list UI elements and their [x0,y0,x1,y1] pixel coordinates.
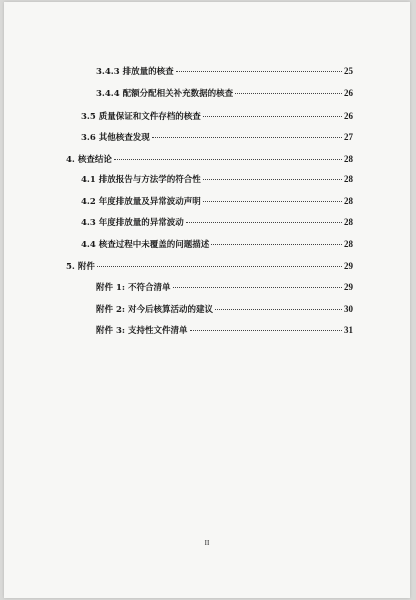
dot-leader [176,71,342,72]
dot-leader [203,116,342,117]
toc-entry-title: 不符合清单 [128,283,171,293]
toc-entry-title: 年度排放量及异常波动声明 [98,197,201,207]
toc-entry-page: 29 [344,282,353,292]
toc-entry-number: 附件 1: [96,283,126,293]
toc-entry-number: 4.3 [81,218,96,228]
toc-entry-title: 排放报告与方法学的符合性 [98,175,201,185]
toc-entry[interactable] [81,216,353,228]
toc-entry-page: 28 [344,217,353,227]
toc-entry-number: 3.5 [81,112,96,122]
toc-entry-page: 28 [344,239,353,249]
toc-entry-title: 核查过程中未覆盖的问题描述 [98,240,210,250]
toc-entry-title: 质量保证和文件存档的核查 [98,112,201,122]
toc-entry-title: 其他核查发现 [98,133,150,143]
toc-entry-page: 28 [344,174,353,184]
toc-entry[interactable] [66,153,353,165]
dot-leader [211,244,342,245]
dot-leader [203,179,342,180]
toc-entry-number: 3.4.3 [96,67,120,77]
toc-entry-page: 28 [344,154,353,164]
toc-entry-page: 29 [344,261,353,271]
toc-entry-page: 26 [344,111,353,121]
page-number: II [204,539,210,547]
dot-leader [186,222,342,223]
toc-entry-number: 5. [66,262,75,272]
toc-entry-title: 排放量的核查 [122,67,174,77]
toc-entry-page: 28 [344,196,353,206]
toc-entry-title: 附件 [77,262,95,272]
toc-entry-title: 支持性文件清单 [128,326,188,336]
dot-leader [235,93,342,94]
dot-leader [152,137,342,138]
dot-leader [114,159,342,160]
toc-entry[interactable] [66,260,353,272]
toc-entry-number: 4.2 [81,197,96,207]
dot-leader [215,309,342,310]
toc-entry-title: 配额分配相关补充数据的核查 [122,89,234,99]
dot-leader [203,201,342,202]
toc-entry-number: 4.4 [81,240,96,250]
toc-entry[interactable] [96,324,353,336]
toc-entry-page: 31 [344,325,353,335]
toc-entry-number: 3.4.4 [96,89,120,99]
toc-entry[interactable] [96,303,353,315]
toc-entry[interactable] [81,131,353,143]
toc-entry-number: 4. [66,155,75,165]
dot-leader [97,266,342,267]
toc-entry[interactable] [96,87,353,99]
toc-entry-title: 核查结论 [77,155,112,165]
dot-leader [190,330,342,331]
toc-entry-page: 27 [344,132,353,142]
toc-entry-page: 26 [344,88,353,98]
document-page [4,2,410,598]
toc-entry-title: 对今后核算活动的建议 [128,305,214,315]
toc-entry-number: 4.1 [81,175,96,185]
toc-entry[interactable] [81,110,353,122]
toc-entry-number: 附件 2: [96,305,126,315]
toc-entry-number: 3.6 [81,133,96,143]
toc-entry-page: 30 [344,304,353,314]
toc-entry[interactable] [96,65,353,77]
dot-leader [173,287,342,288]
toc-entry-title: 年度排放量的异常波动 [98,218,184,228]
toc-entry-page: 25 [344,66,353,76]
toc-entry[interactable] [96,281,353,293]
toc-entry-number: 附件 3: [96,326,126,336]
toc-entry[interactable] [81,195,353,207]
toc-entry[interactable] [81,238,353,250]
toc-entry[interactable] [81,173,353,185]
